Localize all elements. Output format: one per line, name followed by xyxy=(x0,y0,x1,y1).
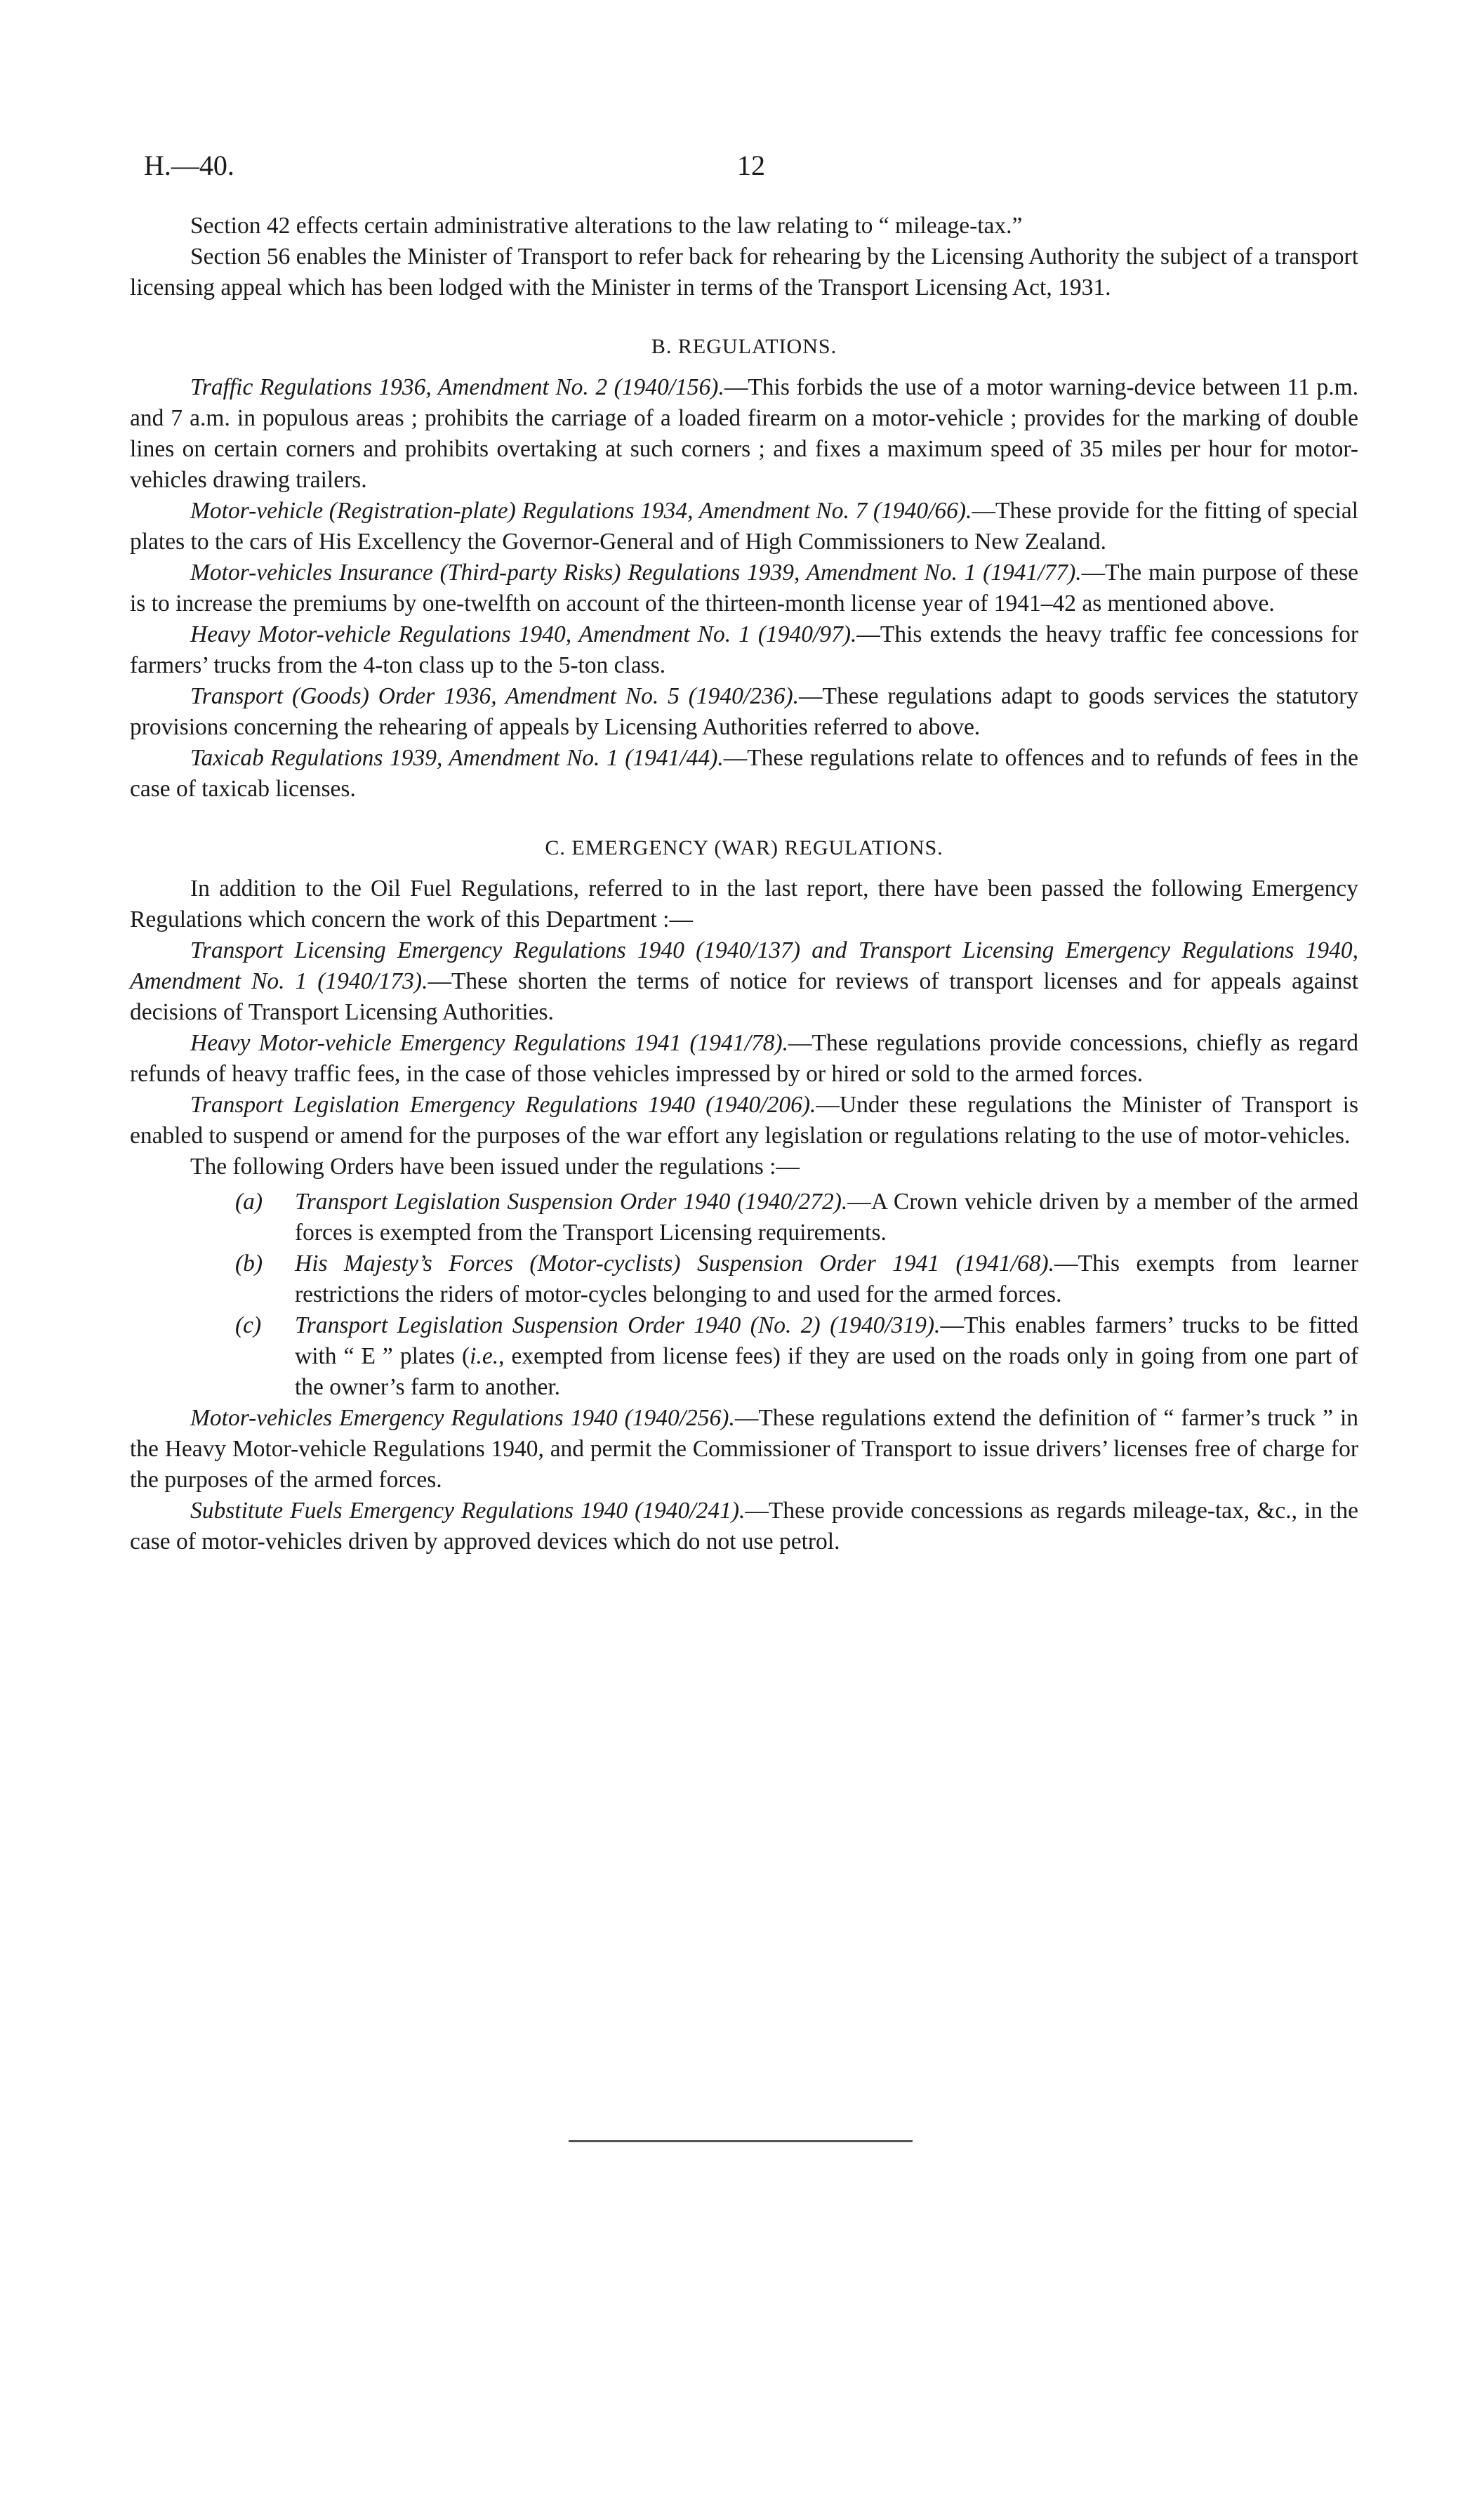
paragraph: In addition to the Oil Fuel Regulations, referred to in the last report, there have been passed the following Emergency Regulations which concern the work of this Department :— xyxy=(130,876,1358,932)
regulation-entry xyxy=(130,558,1358,619)
regulation-text: —This extends the heavy traffic fee concessions for farmers’ trucks from the 4-ton class up to the 5-ton class. xyxy=(130,621,1359,678)
regulation-text: —These regulations relate to offences and to refunds of fees in the case of taxicab licenses. xyxy=(130,745,1358,802)
regulation-entry xyxy=(130,372,1358,496)
regulation-title: Taxicab Regulations 1939, Amendment No. 1 (1941/44). xyxy=(190,745,724,771)
document-reference: H.—40. xyxy=(144,150,234,181)
order-text: —This enables farmers’ trucks to be fitted with “ E ” plates ( xyxy=(295,1312,1358,1369)
regulation-text: —These regulations extend the definition of “ farmer’s truck ” in the Heavy Motor-vehicle Regulations 1940, and permit the Commissioner of Transport to issue drivers’ licenses free of charge for the purposes of the armed forces. xyxy=(130,1405,1359,1493)
regulation-text: —These provide for the fitting of special plates to the cars of His Excellency the Governor-General and of High Commissioners to New Zealand. xyxy=(130,498,1358,555)
regulation-entry xyxy=(130,743,1358,805)
regulation-title: Heavy Motor-vehicle Regulations 1940, Amendment No. 1 (1940/97). xyxy=(190,621,857,647)
list-item xyxy=(130,1310,1358,1403)
regulation-text: —The main purpose of these is to increase the premiums by one-twelfth on account of the thirteen-month license year of 1941–42 as mentioned above. xyxy=(130,560,1358,616)
regulation-text: —Under these regulations the Minister of Transport is enabled to suspend or amend for the purposes of the war effort any legislation or regulations relating to the use of motor-vehicles. xyxy=(130,1092,1358,1149)
regulation-text: —These regulations adapt to goods services the statutory provisions concerning the rehearing of appeals by Licensing Authorities referred to above. xyxy=(130,683,1358,740)
regulation-title: Motor-vehicles Insurance (Third-party Risks) Regulations 1939, Amendment No. 1 (1941/77). xyxy=(190,560,1082,586)
section-heading: B. REGULATIONS. xyxy=(651,335,837,358)
paragraph: The following Orders have been issued under the regulations :— xyxy=(190,1154,800,1180)
regulation-entry xyxy=(130,935,1358,1028)
order-text: , exempted from license fees) if they are used on the roads only in going from one part of the owner’s farm to another. xyxy=(295,1343,1358,1400)
order-text: —A Crown vehicle driven by a member of the armed forces is exempted from the Transport Licensing requirements. xyxy=(295,1189,1358,1246)
list-label: (a) xyxy=(235,1189,263,1215)
regulation-title: Transport Legislation Emergency Regulations 1940 (1940/206). xyxy=(190,1092,816,1118)
regulation-text: —These regulations provide concessions, chiefly as regard refunds of heavy traffic fees, in the case of those vehicles impressed by or hired or sold to the armed forces. xyxy=(130,1030,1358,1087)
regulation-entry xyxy=(130,1496,1358,1557)
regulation-title: Transport (Goods) Order 1936, Amendment No. 5 (1940/236). xyxy=(190,683,799,709)
page-body xyxy=(130,211,1358,1557)
list-label: (c) xyxy=(235,1312,262,1338)
regulation-entry xyxy=(130,1028,1358,1090)
order-title: Transport Legislation Suspension Order 1940 (1940/272). xyxy=(295,1189,848,1215)
list-item xyxy=(130,1248,1358,1310)
regulation-title: Substitute Fuels Emergency Regulations 1940 (1940/241). xyxy=(190,1498,746,1524)
list-item xyxy=(130,1187,1358,1248)
regulation-title: Motor-vehicles Emergency Regulations 1940 (1940/256). xyxy=(190,1405,735,1431)
page-header xyxy=(144,149,1358,191)
page-number: 12 xyxy=(737,150,765,181)
regulation-text: —These provide concessions as regards mileage-tax, &c., in the case of motor-vehicles driven by approved devices which do not use petrol. xyxy=(130,1498,1359,1555)
paragraph: Section 56 enables the Minister of Transport to refer back for rehearing by the Licensing Authority the subject of a transport licensing appeal which has been lodged with the Minister in terms of the Transport Licensing Act, 1931. xyxy=(130,244,1358,301)
regulation-title: Heavy Motor-vehicle Emergency Regulations 1941 (1941/78). xyxy=(190,1030,788,1056)
regulation-entry xyxy=(130,496,1358,558)
order-title: His Majesty’s Forces (Motor-cyclists) Suspension Order 1941 (1941/68). xyxy=(295,1251,1055,1277)
regulation-entry xyxy=(130,619,1358,681)
regulation-entry xyxy=(130,1403,1358,1496)
order-title: Transport Legislation Suspension Order 1940 (No. 2) (1940/319). xyxy=(295,1312,941,1338)
regulation-text: —These shorten the terms of notice for reviews of transport licenses and for appeals against decisions of Transport Licensing Authorities. xyxy=(130,968,1358,1025)
section-heading: C. EMERGENCY (WAR) REGULATIONS. xyxy=(545,836,943,859)
order-text: —This exempts from learner restrictions the riders of motor-cycles belonging to and used for the armed forces. xyxy=(295,1251,1358,1307)
regulation-title: Traffic Regulations 1936, Amendment No. 2 (1940/156). xyxy=(190,374,724,400)
list-label: (b) xyxy=(235,1251,263,1277)
regulation-title: Motor-vehicle (Registration-plate) Regulations 1934, Amendment No. 7 (1940/66). xyxy=(190,498,972,524)
regulation-title: Transport Licensing Emergency Regulations 1940 (1940/137) and Transport Licensing Emergency Regulations 1940, Amendment No. 1 (1940/173). xyxy=(130,937,1358,994)
regulation-text: —This forbids the use of a motor warning-device between 11 p.m. and 7 a.m. in populous areas ; prohibits the carriage of a loaded firearm on a motor-vehicle ; provides for the marking of double lines on certain corners and prohibits overtaking at such corners ; and fixes a maximum speed of 35 miles per hour for motor-vehicles drawing trailers. xyxy=(130,374,1359,493)
regulation-entry xyxy=(130,681,1358,743)
paragraph: Section 42 effects certain administrative alterations to the law relating to “ mileage-tax.” xyxy=(190,213,1023,239)
order-text-italic: i.e. xyxy=(470,1343,499,1369)
orders-list xyxy=(130,1187,1358,1403)
regulation-entry xyxy=(130,1090,1358,1152)
end-rule xyxy=(569,2140,913,2142)
